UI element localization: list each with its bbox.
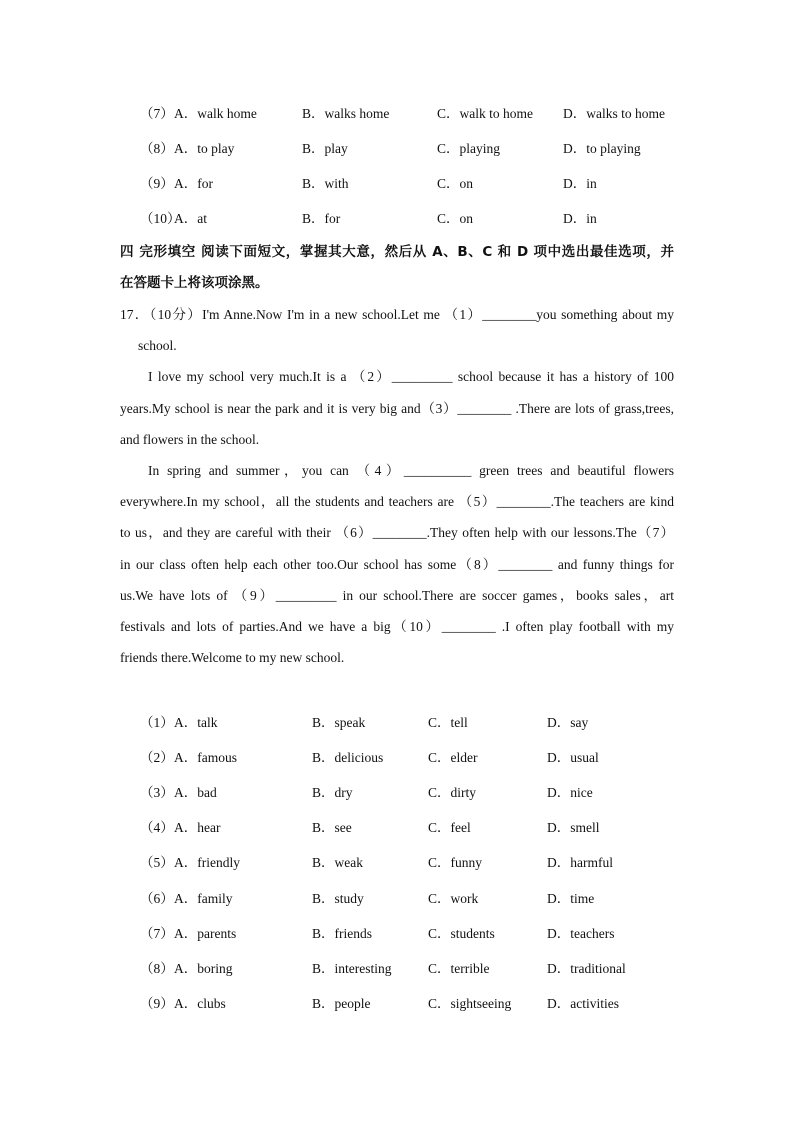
option-b: B．speak: [312, 715, 366, 730]
passage-line: In spring and summer，you can （4）__________ green trees and beautiful flowers: [148, 463, 674, 478]
passage-line: years.My school is near the park and it is very big and（3）________ .There are lots of grass,trees,: [120, 401, 674, 416]
passage-line: 17．（10分）I'm Anne.Now I'm in a new school.Let me （1）________you something about my: [120, 307, 674, 322]
option-b: B．for: [302, 211, 341, 226]
option-number: （5）: [140, 855, 174, 870]
option-number: （8）: [140, 141, 174, 156]
option-c: C．terrible: [428, 961, 490, 976]
option-b: B．dry: [312, 785, 353, 800]
option-b: B．walks home: [302, 106, 390, 121]
option-row: [0, 889, 794, 909]
option-a: A．boring: [174, 961, 233, 976]
option-number: （8）: [140, 961, 174, 976]
passage-line: festivals and lots of parties.And we have a big（10）________ .I often play football with my: [120, 619, 674, 634]
option-c: C．walk to home: [437, 106, 533, 121]
option-a: A．for: [174, 176, 213, 191]
passage-line: school.: [138, 338, 177, 353]
option-a: A．hear: [174, 820, 221, 835]
option-a: A．walk home: [174, 106, 257, 121]
option-c: C．on: [437, 211, 474, 226]
option-c: C．funny: [428, 855, 482, 870]
option-b: B．see: [312, 820, 352, 835]
option-a: A．friendly: [174, 855, 240, 870]
option-row: [0, 818, 794, 838]
option-d: D．in: [563, 211, 597, 226]
option-row: [0, 713, 794, 733]
section-heading-line-1: 四 完形填空 阅读下面短文，掌握其大意，然后从 A、B、C 和 D 项中选出最佳选项，并: [120, 244, 674, 260]
option-d: D．harmful: [547, 855, 613, 870]
option-b: B．interesting: [312, 961, 392, 976]
prev-option-row: [0, 139, 794, 159]
option-number: （1）: [140, 715, 174, 730]
passage-line: I love my school very much.It is a （2）_________ school because it has a history of 100: [148, 369, 674, 384]
option-row: [0, 783, 794, 803]
option-c: C．dirty: [428, 785, 477, 800]
option-b: B．friends: [312, 926, 372, 941]
option-d: D．to playing: [563, 141, 641, 156]
option-a: A．famous: [174, 750, 237, 765]
option-number: （9）: [140, 996, 174, 1011]
prev-option-row: [0, 104, 794, 124]
passage-line: to us，and they are careful with their （6）________.They often help with our lessons.The（7）: [120, 525, 674, 540]
option-a: A．bad: [174, 785, 217, 800]
option-a: A．family: [174, 891, 233, 906]
option-number: （7）: [140, 106, 174, 121]
option-number: （4）: [140, 820, 174, 835]
option-number: （2）: [140, 750, 174, 765]
option-number: （7）: [140, 926, 174, 941]
passage-line: in our class often help each other too.Our school has some（8）________ and funny things for: [120, 557, 674, 572]
prev-option-row: [0, 174, 794, 194]
option-d: D．walks to home: [563, 106, 665, 121]
option-b: B．play: [302, 141, 348, 156]
option-c: C．elder: [428, 750, 478, 765]
option-d: D．usual: [547, 750, 599, 765]
passage-line: and flowers in the school.: [120, 432, 260, 447]
option-row: [0, 853, 794, 873]
option-c: C．sightseeing: [428, 996, 512, 1011]
passage-line: friends there.Welcome to my new school.: [120, 650, 345, 665]
option-a: A．talk: [174, 715, 218, 730]
option-d: D．activities: [547, 996, 619, 1011]
option-row: [0, 959, 794, 979]
option-d: D．in: [563, 176, 597, 191]
option-a: A．parents: [174, 926, 237, 941]
option-b: B．study: [312, 891, 364, 906]
option-row: [0, 924, 794, 944]
passage-line: us.We have lots of （9）_________ in our school.There are soccer games，books sales，art: [120, 588, 674, 603]
option-a: A．at: [174, 211, 207, 226]
option-row: [0, 748, 794, 768]
option-d: D．time: [547, 891, 595, 906]
option-number: （3）: [140, 785, 174, 800]
section-heading-line-2: 在答题卡上将该项涂黑。: [120, 275, 269, 291]
option-a: A．to play: [174, 141, 235, 156]
passage-line: everywhere.In my school，all the students and teachers are （5）________.The teachers are kind: [120, 494, 674, 509]
option-d: D．smell: [547, 820, 600, 835]
option-c: C．feel: [428, 820, 471, 835]
option-c: C．on: [437, 176, 474, 191]
option-c: C．students: [428, 926, 495, 941]
option-a: A．clubs: [174, 996, 226, 1011]
option-b: B．weak: [312, 855, 363, 870]
option-c: C．playing: [437, 141, 500, 156]
option-b: B．with: [302, 176, 349, 191]
option-b: B．people: [312, 996, 371, 1011]
option-d: D．say: [547, 715, 589, 730]
option-number: （9）: [140, 176, 174, 191]
option-row: [0, 994, 794, 1014]
option-d: D．nice: [547, 785, 593, 800]
option-c: C．tell: [428, 715, 468, 730]
option-number: （10）: [140, 211, 181, 226]
option-d: D．teachers: [547, 926, 615, 941]
option-b: B．delicious: [312, 750, 384, 765]
option-c: C．work: [428, 891, 479, 906]
prev-option-row: [0, 209, 794, 229]
option-d: D．traditional: [547, 961, 626, 976]
option-number: （6）: [140, 891, 174, 906]
